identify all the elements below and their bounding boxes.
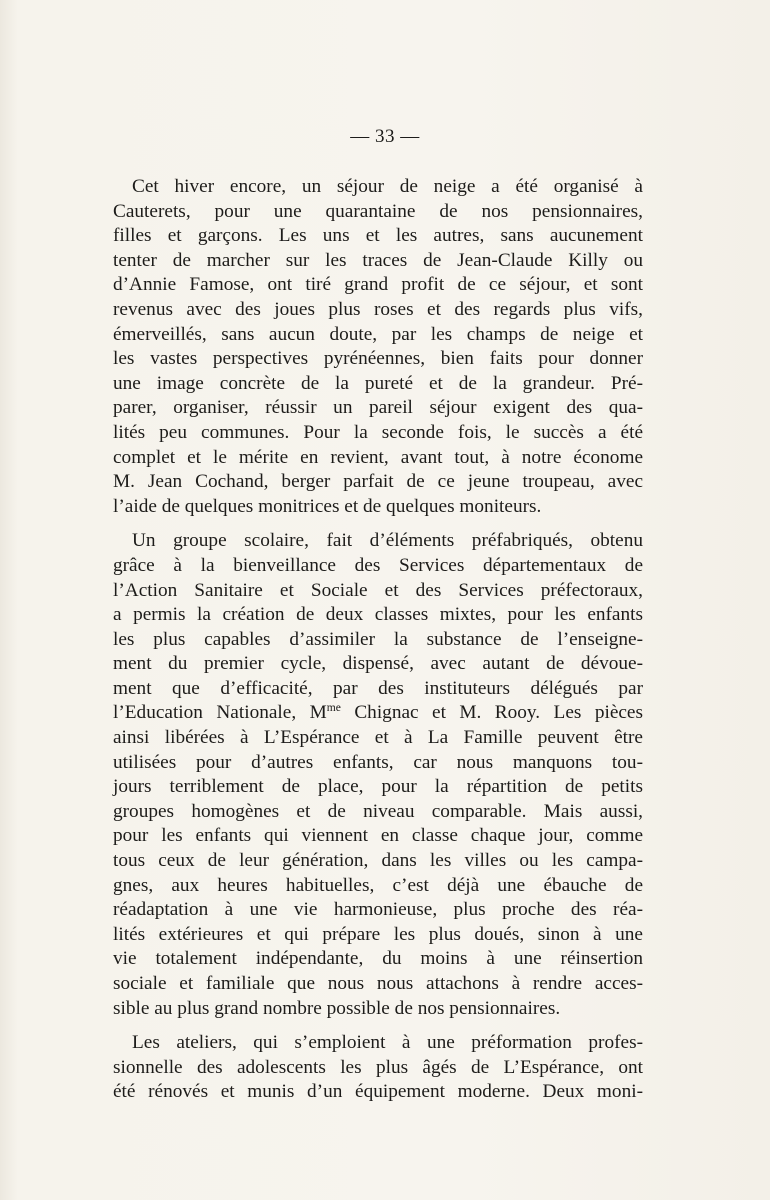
text-line: d’Annie Famose, ont tiré grand profit de ce séjour, et sont	[113, 274, 643, 296]
body-text	[113, 175, 643, 1105]
text-line-with-superscript	[113, 701, 643, 726]
text-line: l’aide de quelques monitrices et de quelques moniteurs.	[113, 495, 542, 517]
text-line: M. Jean Cochand, berger parfait de ce jeune troupeau, avec	[113, 471, 643, 493]
text-line: lités peu communes. Pour la seconde fois, le succès a été	[113, 421, 643, 443]
text-segment: Chignac et M. Rooy. Les pièces	[340, 702, 643, 724]
text-line: gnes, aux heures habituelles, c’est déjà une ébauche de	[113, 874, 643, 896]
paragraph-1	[113, 175, 643, 519]
text-line: complet et le mérite en revient, avant tout, à notre économe	[113, 446, 643, 468]
text-line: groupes homogènes et de niveau comparable. Mais aussi,	[113, 800, 643, 822]
text-line: a permis la création de deux classes mixtes, pour les enfants	[113, 604, 643, 626]
text-line: ainsi libérées à L’Espérance et à La Famille peuvent être	[113, 727, 643, 749]
text-line: réadaptation à une vie harmonieuse, plus proche des réa-	[113, 899, 643, 921]
paragraph-spacer	[113, 1021, 643, 1031]
text-line: pour les enfants qui viennent en classe chaque jour, comme	[113, 825, 643, 847]
text-line: émerveillés, sans aucun doute, par les champs de neige et	[113, 323, 643, 345]
text-line: tous ceux de leur génération, dans les villes ou les campa-	[113, 850, 643, 872]
text-line: Un groupe scolaire, fait d’éléments préfabriqués, obtenu	[132, 530, 643, 552]
text-line: les vastes perspectives pyrénéennes, bien faits pour donner	[113, 348, 643, 370]
text-line: lités extérieures et qui prépare les plus doués, sinon à une	[113, 923, 643, 945]
text-line: vie totalement indépendante, du moins à une réinsertion	[113, 948, 643, 970]
text-line: les plus capables d’assimiler la substance de l’enseigne-	[113, 628, 643, 650]
text-line: grâce à la bienveillance des Services départementaux de	[113, 554, 643, 576]
text-line: jours terriblement de place, pour la répartition de petits	[113, 776, 643, 798]
paragraph-2	[113, 529, 643, 1021]
text-line: ment que d’efficacité, par des instituteurs délégués par	[113, 677, 643, 699]
text-line: tenter de marcher sur les traces de Jean-Claude Killy ou	[113, 249, 643, 271]
text-line: Cet hiver encore, un séjour de neige a été organisé à	[132, 176, 643, 197]
text-line: parer, organiser, réussir un pareil séjour exigent des qua-	[113, 397, 643, 419]
text-line: sociale et familiale que nous nous attachons à rendre acces-	[113, 973, 643, 994]
text-line: revenus avec des joues plus roses et des regards plus vifs,	[113, 298, 643, 320]
text-line: l’Action Sanitaire et Sociale et des Services préfectoraux,	[113, 579, 643, 601]
superscript: me	[326, 701, 341, 715]
text-line: Les ateliers, qui s’emploient à une préformation profes-	[132, 1032, 643, 1054]
text-line: une image concrète de la pureté et de la grandeur. Pré-	[113, 372, 643, 394]
text-segment: l’Education Nationale, M	[113, 702, 327, 724]
text-line: ment du premier cycle, dispensé, avec autant de dévoue-	[113, 653, 643, 675]
text-line: Cauterets, pour une quarantaine de nos pensionnaires,	[113, 200, 643, 222]
page-number: — 33 —	[350, 126, 420, 147]
text-line: sible au plus grand nombre possible de nos pensionnaires.	[113, 997, 561, 1019]
paragraph-3	[113, 1031, 643, 1105]
paragraph-spacer	[113, 519, 643, 529]
text-line: filles et garçons. Les uns et les autres, sans aucunement	[113, 225, 643, 247]
text-line: utilisées pour d’autres enfants, car nous manquons tou-	[113, 751, 643, 773]
text-line: été rénovés et munis d’un équipement moderne. Deux moni-	[113, 1081, 643, 1103]
text-line: sionnelle des adolescents les plus âgés de L’Espérance, ont	[113, 1056, 643, 1078]
